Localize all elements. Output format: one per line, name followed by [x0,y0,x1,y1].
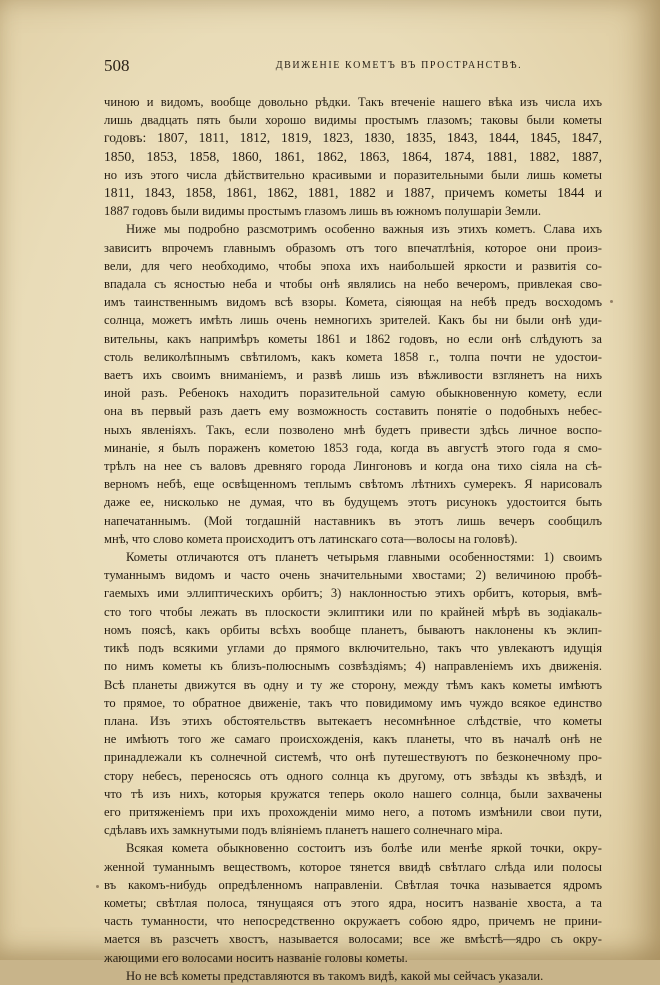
paper-speck [610,300,613,303]
text-line: 1887 годовъ были видимы простымъ глазомъ лишь въ южномъ полушаріи Земли. [104,204,541,219]
text-line: въ какомъ-нибудь опредѣленномъ направленіи. Свѣтлая точка называется ядромъ [104,877,602,892]
text-line: кометы; свѣтлая полоса, тянущаяся отъ этого ядра, носитъ названіе хвоста, а та [104,895,602,910]
text-line: не имѣютъ того же самаго происхожденія, какъ планеты, что въ началѣ онѣ не [104,732,602,747]
body-text [104,93,602,985]
text-line: Кометы отличаются отъ планетъ четырьмя главными особенностями: 1) своимъ [126,550,602,565]
running-title: ДВИЖЕНІЕ КОМЕТЪ ВЪ ПРОСТРАНСТВѢ. [275,60,523,71]
text-line: столь великолѣпнымъ свѣтиломъ, какъ комета 1858 г., толпа почти не удостои- [104,349,602,364]
text-line: по нимъ кометы къ близъ-полюснымъ созвѣздіямъ; 4) направленіемъ ихъ движенія. [104,659,602,674]
text-line: имъ таинственнымъ видомъ всѣ взоры. Комета, сіяющая на небѣ предъ восходомъ [104,295,602,310]
paper-speck [96,885,99,888]
text-line: номъ поясѣ, какъ орбиты всѣхъ вообще планетъ, бываютъ наклонены къ эклип- [104,622,602,637]
text-line: Всякая комета обыкновенно состоитъ изъ болѣе или менѣе яркой точки, окру- [126,841,602,856]
text-line: вели, для чего необходимо, чтобы эпоха ихъ наибольшей яркости и развитія со- [104,258,602,273]
text-line: сдѣлавъ ихъ замкнутыми подъ вліяніемъ планетъ нашего солнечнаго міра. [104,823,503,838]
text-line: Ниже мы подробно разсмотримъ особенно важныя изъ этихъ кометъ. Слава ихъ [126,222,602,237]
text-line: гаемыхъ ими эллиптическихъ орбитъ; 3) наклонностью этихъ орбитъ, которыя, вмѣ- [104,586,602,601]
text-line: мается въ разсчетъ хвостъ, называется волосами; все же вмѣстѣ—ядро съ окру- [104,932,602,947]
text-line: что тѣ изъ нихъ, которыя кружатся теперь около нашего солнца, были захвачены [104,786,602,801]
text-line: туманнымъ видомъ и часто очень значительными хвостами; 2) величиною пробѣ- [104,568,602,583]
text-line: 1850, 1853, 1858, 1860, 1861, 1862, 1863, 1864, 1874, 1881, 1882, 1887, [104,148,602,164]
text-line: Но не всѣ кометы представляются въ такомъ видѣ, какой мы сейчасъ указали. [126,968,544,983]
text-line: верномъ небѣ, еще освѣщенномъ теплымъ свѣтомъ лѣтнихъ сумерекъ. Я нарисовалъ [104,477,602,492]
text-line: стору небесъ, переносясь отъ одного солнца къ другому, отъ звѣзды къ звѣздѣ, и [104,768,602,783]
text-line: мнѣ, что слово комета происходитъ отъ латинскаго сота—волосы на головѣ). [104,531,518,546]
text-line: напечатаннымъ. (Мой тогдашній наставникъ въ этотъ лишь вечеръ сообщилъ [104,513,602,528]
text-line: она въ первый разъ даетъ ему возможность составить понятіе о подобныхъ небес- [104,404,602,419]
text-line: женной туманнымъ веществомъ, которое тянется ввидѣ свѣтлаго слѣда или полосы [104,859,602,874]
text-line: то прямое, то обратное движеніе, такъ что повидимому имъ чуждо всякое единство [104,695,602,710]
text-line: принадлежали къ солнечной системѣ, что онѣ путешествуютъ по безконечному про- [104,750,602,765]
text-line: жающими его волосами носитъ названіе головы кометы. [104,950,408,965]
text-line: иной разъ. Ребенокъ находитъ поразительной самую обыкновенную комету, если [104,386,602,401]
page-header [104,56,600,78]
text-line: плана. Изъ этихъ обстоятельствъ вытекаетъ несомнѣнное слѣдствіе, что кометы [104,713,602,728]
text-line: впадала съ ясностью неба и чтобы онѣ являлись на небо вечеромъ, привлекая сво- [104,277,602,292]
text-line: Всѣ планеты движутся въ одну и ту же сторону, между тѣмъ какъ кометы имѣютъ [104,677,602,692]
text-line: вительны, какъ напримѣръ кометы 1861 и 1862 годовъ, но если онѣ слѣдуютъ за [104,331,602,346]
text-line: тикѣ подъ всякими углами до прямого включительно, такъ что увлекаютъ идущія [104,641,602,656]
text-line: годовъ: 1807, 1811, 1812, 1819, 1823, 1830, 1835, 1843, 1844, 1845, 1847, [104,130,602,146]
text-line: сто того чтобы лежать въ плоскости эклиптики или по крайней мѣрѣ въ зодіакаль- [104,604,602,619]
text-line: его притяженіемъ при ихъ прохожденіи мимо него, а потомъ измѣнили свои пути, [104,804,602,819]
text-line: солнца, можетъ имѣть лишь очень немногихъ зрителей. Какъ бы ни были онѣ уди- [104,313,602,328]
text-line: трѣлъ на нее съ валовъ древняго города Лингоновъ и когда она тихо сіяла на сѣ- [104,459,602,474]
text-line: чиною и видомъ, вообще довольно рѣдки. Такъ втеченіе нашего вѣка изъ числа ихъ [104,95,602,109]
text-line: зависитъ впрочемъ главнымъ образомъ отъ того впечатлѣнія, которое они произ- [104,240,602,255]
text-line: даже ее, нисколько не думая, что въ будущемъ этотъ рисунокъ удостоится быть [104,495,602,510]
text-line: лишь двадцать пять были хорошо видимы простымъ глазомъ; таковы были кометы [104,113,602,128]
page-number: 508 [104,56,130,75]
text-line: но изъ этого числа дѣйствительно красивыми и поразительными были лишь кометы [104,167,602,182]
text-line: ваетъ ихъ своимъ вниманіемъ, и развѣ лишь изъ вѣжливости взглянетъ на нихъ [104,368,602,383]
text-line: минаніе, я былъ пораженъ кометою 1853 года, когда въ августѣ этого года я смо- [104,440,602,455]
text-line: ныхъ явленіяхъ. Такъ, если позволено мнѣ будетъ привести здѣсь личное воспо- [104,422,602,437]
text-line: часть туманности, что непосредственно окружаетъ собою ядро, причемъ не прини- [104,914,602,929]
text-line: 1811, 1843, 1858, 1861, 1862, 1881, 1882 и 1887, причемъ кометы 1844 и [104,185,602,201]
